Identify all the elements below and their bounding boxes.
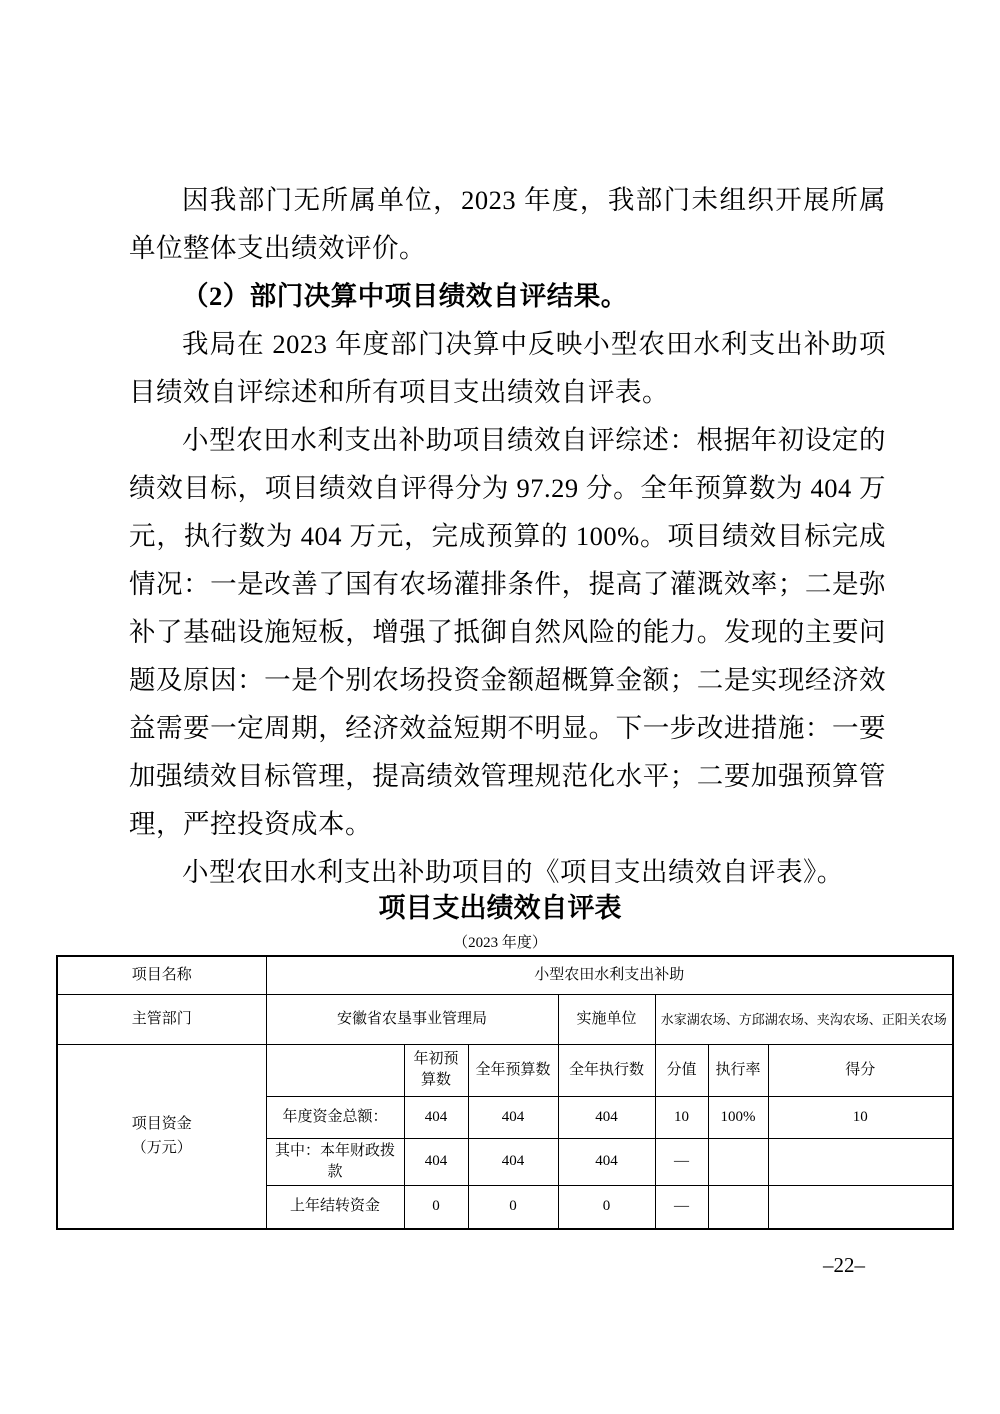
cell-execution-rate: 100% [708,1096,768,1138]
table-row [57,956,953,994]
paragraph-final-accounts-reflect: 我局在 2023 年度部门决算中反映小型农田水利支出补助项目绩效自评综述和所有项目支出绩效自评表。 [129,329,886,407]
table-subtitle-year: （2023 年度） [453,935,547,951]
cell-annual-execution: 0 [558,1185,655,1229]
project-fund-label-line2: （万元） [131,1140,192,1157]
cell-weight: — [655,1138,708,1185]
paragraph-no-subordinate-units: 因我部门无所属单位，2023 年度，我部门未组织开展所属单位整体支出绩效评价。 [129,185,886,263]
header-execution-rate: 执行率 [708,1044,768,1096]
cell-weight: 10 [655,1096,708,1138]
cell-execution-rate [708,1138,768,1185]
project-fund-label-line1: 项目资金 [131,1116,192,1133]
performance-self-evaluation-table [56,955,954,1230]
row-label-fiscal-allocation: 其中：本年财政拨款 [266,1138,404,1185]
table-header-row [57,1044,953,1096]
implementing-unit-value: 水家湖农场、方邱湖农场、夹沟农场、正阳关农场 [655,994,953,1044]
paragraph-self-evaluation-summary: 小型农田水利支出补助项目绩效自评综述：根据年初设定的绩效目标，项目绩效自评得分为 97.29 分。全年预算数为 404 万元，执行数为 404 万元，完成预算的 100%。项目绩效目标完成情况：一是改善了国有农场灌排条件，提高了灌溉效率；二是弥补了基础设施短板，增强了抵御自然风险的能力。发现的主要问题及原因：一是个别农场投资金额超概算金额；二是实现经济效益需要一定周期，经济效益短期不明显。下一步改进措施：一要加强绩效目标管理，提高绩效管理规范化水平；二要加强预算管理，严控投资成本。 [129,425,886,839]
empty-corner-cell [266,1044,404,1096]
body-text [129,176,886,896]
cell-initial-budget: 0 [404,1185,468,1229]
paragraph-self-evaluation-table-intro: 小型农田水利支出补助项目的《项目支出绩效自评表》。 [182,857,844,887]
header-score: 得分 [768,1044,953,1096]
header-annual-execution: 全年执行数 [558,1044,655,1096]
cell-initial-budget: 404 [404,1096,468,1138]
cell-initial-budget: 404 [404,1138,468,1185]
cell-annual-budget: 0 [468,1185,558,1229]
row-label-carryover-funds: 上年结转资金 [266,1185,404,1229]
heading-project-self-evaluation-results: （2）部门决算中项目绩效自评结果。 [182,281,628,311]
header-annual-budget: 全年预算数 [468,1044,558,1096]
project-name-value: 小型农田水利支出补助 [266,956,953,994]
project-fund-label [57,1044,266,1229]
cell-score [768,1185,953,1229]
cell-score [768,1138,953,1185]
implementing-unit-label: 实施单位 [558,994,655,1044]
dept-value: 安徽省农垦事业管理局 [266,994,558,1044]
cell-score: 10 [768,1096,953,1138]
header-initial-budget: 年初预算数 [404,1044,468,1096]
cell-weight: — [655,1185,708,1229]
cell-annual-budget: 404 [468,1096,558,1138]
dept-label: 主管部门 [57,994,266,1044]
cell-annual-execution: 404 [558,1096,655,1138]
cell-annual-execution: 404 [558,1138,655,1185]
row-label-annual-total: 年度资金总额： [266,1096,404,1138]
table-title: 项目支出绩效自评表 [378,893,622,924]
page-number: –22– [823,1253,865,1277]
table-row [57,994,953,1044]
header-weight: 分值 [655,1044,708,1096]
cell-execution-rate [708,1185,768,1229]
cell-annual-budget: 404 [468,1138,558,1185]
project-name-label: 项目名称 [57,956,266,994]
